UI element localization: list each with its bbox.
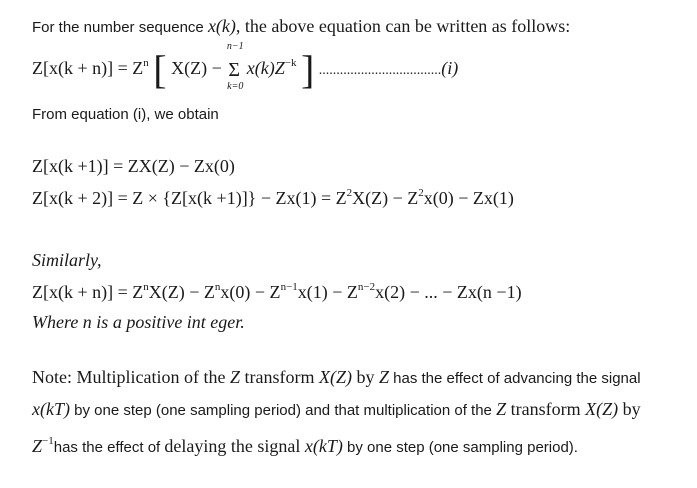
equation-label: (i): [441, 58, 459, 79]
note-z4: Z: [32, 436, 43, 456]
similarly-text: Similarly,: [32, 250, 102, 270]
note-p7: by: [618, 399, 641, 419]
eq2-sup-2: 2: [418, 187, 424, 199]
intro-lead: For the number sequence: [32, 19, 208, 36]
main-eq-exp-n: n: [143, 57, 149, 70]
leader-dots: ...................................: [318, 63, 442, 79]
note-p9: delaying the signal: [164, 436, 305, 456]
main-equation: [32, 40, 459, 92]
note-p3: by: [351, 367, 379, 387]
note-xkt1: x(kT): [32, 399, 70, 419]
intro-line: [32, 16, 570, 37]
from-equation-text: From equation (i), we obtain: [32, 106, 219, 123]
note-p6: transform: [506, 399, 586, 419]
main-eq-inner-start: X(Z) −: [171, 58, 227, 79]
right-bracket: ]: [300, 47, 315, 92]
note-xz2: X(Z): [585, 399, 619, 419]
eq3-sup-3: n−1: [280, 281, 298, 293]
eq2-sup-1: 2: [346, 187, 353, 199]
intro-symbol: x(k): [207, 16, 236, 36]
main-eq-inner-term: x(k)Z: [246, 58, 285, 79]
note-z3: Z: [496, 399, 507, 419]
eq3-part-d: x(1) − Z: [297, 282, 358, 302]
equation-3: [32, 281, 522, 303]
note-z1: Z: [229, 367, 240, 387]
eq2-part-c: x(0) − Zx(1): [423, 188, 514, 208]
note-p8: has the effect of: [53, 439, 165, 456]
eq2-part-b: X(Z) − Z: [352, 188, 419, 208]
eq2-part-a: Z[x(k + 2)] = Z × {Z[x(k +1)]} − Zx(1) = Z: [32, 188, 347, 208]
intro-tail: , the above equation can be written as follows:: [235, 16, 571, 36]
main-eq-exp-mk: −k: [284, 57, 297, 70]
note-p1: Note: Multiplication of the: [32, 367, 230, 387]
eq3-part-b: X(Z) − Z: [148, 282, 215, 302]
note-paragraph: [32, 362, 679, 463]
sum-sign: Σ: [228, 58, 241, 81]
sum-upper-limit: n−1: [226, 40, 244, 52]
eq3-part-a: Z[x(k + n)] = Z: [32, 282, 144, 302]
note-p5: by one step (one sampling period) and that multiplication of the: [69, 402, 497, 419]
eq3-part-c: x(0) − Z: [220, 282, 281, 302]
note-xz1: X(Z): [318, 367, 352, 387]
eq3-sup-1: n: [143, 281, 149, 293]
equation-1: Z[x(k +1)] = ZX(Z) − Zx(0): [32, 156, 235, 176]
eq3-sup-4: n−2: [357, 281, 376, 293]
note-p2: transform: [239, 367, 319, 387]
note-z2: Z: [378, 367, 389, 387]
equation-2: [32, 187, 514, 209]
note-xkt2: x(kT): [304, 436, 343, 456]
eq3-sup-2: n: [214, 281, 221, 293]
note-p10: by one step (one sampling period).: [342, 439, 578, 456]
summation: [226, 40, 244, 92]
left-bracket: [: [153, 47, 167, 92]
eq3-part-e: x(2) − ... − Zx(n −1): [375, 282, 522, 302]
note-zexp: −1: [42, 435, 54, 447]
note-p4: has the effect of advancing the signal: [388, 370, 641, 387]
main-eq-lhs: Z[x(k + n)] = Z: [32, 58, 144, 79]
sum-lower-limit: k=0: [227, 80, 244, 92]
where-text: Where n is a positive int eger.: [32, 312, 245, 332]
